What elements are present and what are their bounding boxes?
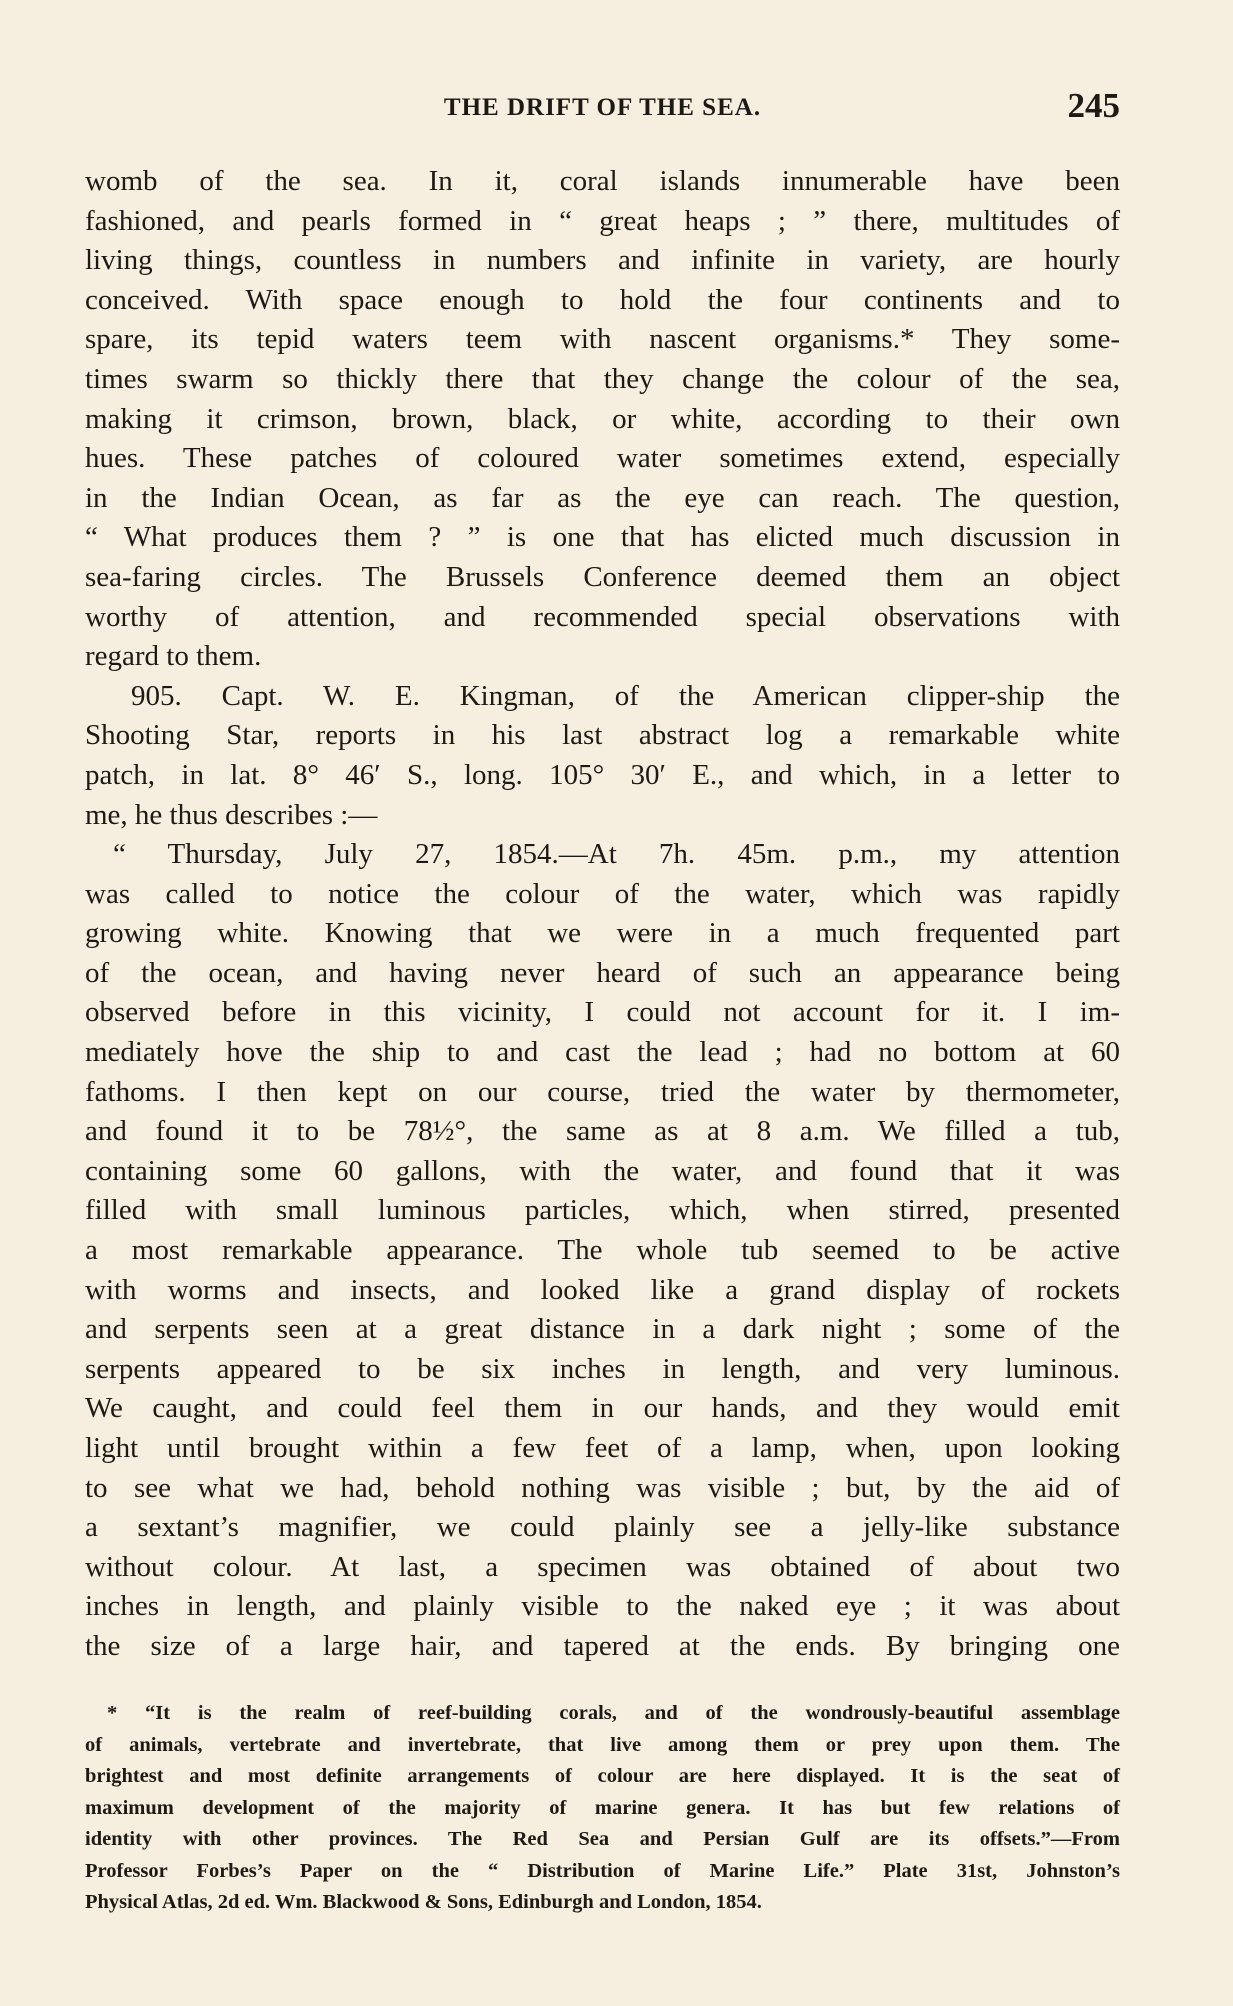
- body-line: times swarm so thickly there that they change the colour of the sea,: [85, 362, 1120, 395]
- body-line: “ What produces them ? ” is one that has elicted much discussion in: [85, 521, 1120, 554]
- body-line: living things, countless in numbers and infinite in variety, are hourly: [85, 244, 1120, 277]
- body-line: Shooting Star, reports in his last abstract log a remarkable white: [85, 719, 1120, 752]
- page-number: 245: [1067, 86, 1120, 125]
- footnote: [85, 1698, 1120, 1919]
- body-line: filled with small luminous particles, which, when stirred, presented: [85, 1194, 1120, 1227]
- body-line: mediately hove the ship to and cast the lead ; had no bottom at 60: [85, 1036, 1120, 1069]
- body-line: of the ocean, and having never heard of such an appearance being: [85, 956, 1120, 989]
- body-line: observed before in this vicinity, I could not account for it. I im-: [85, 996, 1120, 1029]
- footnote-line: of animals, vertebrate and invertebrate, that live among them or prey upon them. The: [85, 1733, 1120, 1756]
- body-line: a most remarkable appearance. The whole tub seemed to be active: [85, 1234, 1120, 1267]
- body-line: worthy of attention, and recommended special observations with: [85, 600, 1120, 633]
- footnote-line: Professor Forbes’s Paper on the “ Distribution of Marine Life.” Plate 31st, Johnston’s: [85, 1859, 1120, 1882]
- body-line: to see what we had, behold nothing was visible ; but, by the aid of: [85, 1471, 1120, 1504]
- body-line: patch, in lat. 8° 46′ S., long. 105° 30′ E., and which, in a letter to: [85, 758, 1120, 791]
- body-line: serpents appeared to be six inches in length, and very luminous.: [85, 1352, 1120, 1385]
- body-line: a sextant’s magnifier, we could plainly see a jelly-like substance: [85, 1511, 1120, 1544]
- body-line: the size of a large hair, and tapered at the ends. By bringing one: [85, 1629, 1120, 1662]
- body-line: me, he thus describes :—: [85, 798, 378, 831]
- footnote-line: * “It is the realm of reef-building corals, and of the wondrously-beautiful assemblage: [107, 1702, 1120, 1724]
- body-line: womb of the sea. In it, coral islands innumerable have been: [85, 165, 1120, 197]
- paragraph-905-start: 905. Capt. W. E. Kingman, of the American clipper-ship the: [131, 679, 1120, 712]
- body-line: light until brought within a few feet of a lamp, when, upon looking: [85, 1432, 1120, 1464]
- body-line: and found it to be 78½°, the same as at 8 a.m. We filled a tub,: [85, 1115, 1120, 1148]
- body-line: hues. These patches of coloured water sometimes extend, especially: [85, 442, 1120, 475]
- body-line: containing some 60 gallons, with the water, and found that it was: [85, 1154, 1120, 1187]
- body-line: with worms and insects, and looked like a grand display of rockets: [85, 1273, 1120, 1306]
- footnote-line: identity with other provinces. The Red Sea and Persian Gulf are its offsets.”—From: [85, 1828, 1120, 1850]
- body-line: spare, its tepid waters teem with nascent organisms.* They some-: [85, 323, 1120, 356]
- body-line: in the Indian Ocean, as far as the eye can reach. The question,: [85, 481, 1120, 514]
- body-line: was called to notice the colour of the water, which was rapidly: [85, 877, 1120, 910]
- footnote-line: maximum development of the majority of marine genera. It has but few relations of: [85, 1796, 1120, 1819]
- body-line: fashioned, and pearls formed in “ great heaps ; ” there, multitudes of: [85, 204, 1120, 237]
- quotation-start: “ Thursday, July 27, 1854.—At 7h. 45m. p.m., my attention: [113, 838, 1120, 871]
- body-line: sea-faring circles. The Brussels Conference deemed them an object: [85, 560, 1120, 593]
- footnote-line: Physical Atlas, 2d ed. Wm. Blackwood & Sons, Edinburgh and London, 1854.: [85, 1891, 762, 1913]
- body-line: and serpents seen at a great distance in a dark night ; some of the: [85, 1313, 1120, 1346]
- footnote-line: brightest and most definite arrangements of colour are here displayed. It is the seat of: [85, 1765, 1120, 1787]
- running-title: THE DRIFT OF THE SEA.: [443, 94, 762, 121]
- body-line: regard to them.: [85, 640, 262, 673]
- body-text: [85, 162, 1120, 1667]
- body-line: conceived. With space enough to hold the four continents and to: [85, 283, 1120, 316]
- body-line: inches in length, and plainly visible to the naked eye ; it was about: [85, 1590, 1120, 1623]
- body-line: making it crimson, brown, black, or white, according to their own: [85, 402, 1120, 435]
- running-head: [85, 86, 1120, 126]
- body-line: without colour. At last, a specimen was obtained of about two: [85, 1550, 1120, 1583]
- body-line: We caught, and could feel them in our hands, and they would emit: [85, 1392, 1120, 1425]
- body-line: fathoms. I then kept on our course, tried the water by thermometer,: [85, 1075, 1120, 1108]
- body-line: growing white. Knowing that we were in a much frequented part: [85, 917, 1120, 950]
